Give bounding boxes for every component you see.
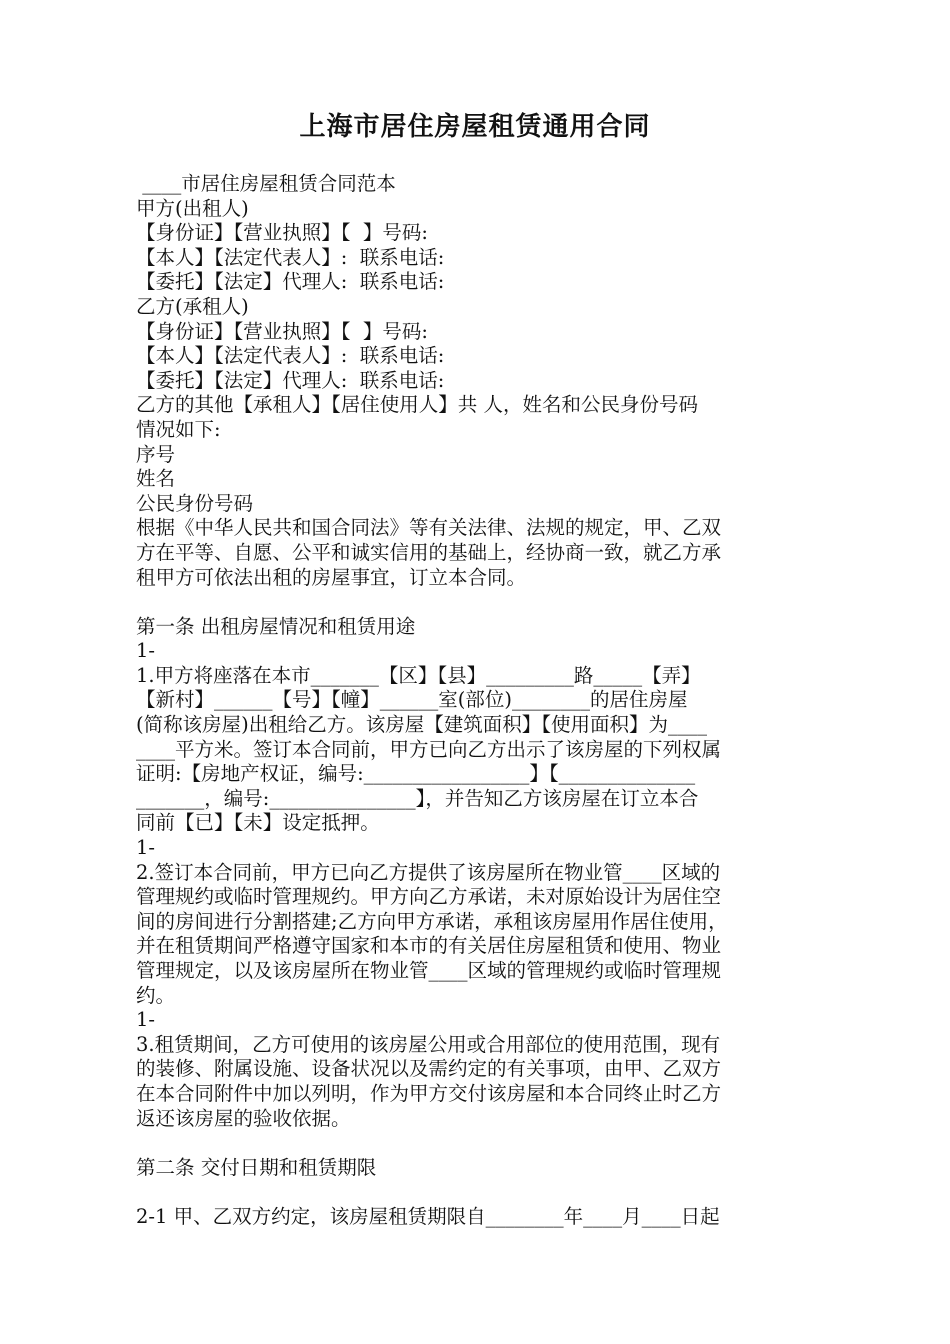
text-line: 在本合同附件中加以列明，作为甲方交付该房屋和本合同终止时乙方 [136,1081,722,1105]
text-line: 甲方(出租人) [136,196,249,220]
text-line: 序号 [136,442,176,466]
text-line: 乙方的其他【承租人】【居住使用人】共 人，姓名和公民身份号码 [136,393,698,417]
text-line: 1- [136,639,155,663]
text-line: 【本人】【法定代表人】: 联系电话: [136,344,445,368]
text-line: 同前【已】【未】设定抵押。 [136,811,380,835]
document-title: 上海市居住房屋租赁通用合同 [299,112,651,142]
text-line: 的装修、附属设施、设备状况以及需约定的有关事项，由甲、乙双方 [136,1057,722,1081]
text-line: 【委托】【法定】代理人: 联系电话: [136,270,445,294]
text-line: 【本人】【法定代表人】: 联系电话: [136,245,445,269]
text-line: 第一条 出租房屋情况和租赁用途 [136,614,416,638]
text-line: 第二条 交付日期和租赁期限 [136,1155,377,1179]
text-line: 【新村】______【号】【幢】______室(部位)________的居住房屋 [136,688,688,712]
text-line: 2-1 甲、乙双方约定，该房屋租赁期限自________年____月____日起 [136,1204,720,1228]
text-line: ____平方米。签订本合同前，甲方已向乙方出示了该房屋的下列权属 [136,737,722,761]
text-line: 管理规定，以及该房屋所在物业管____区域的管理规约或临时管理规 [136,959,722,982]
document-body [136,172,826,1230]
text-line: 2.签订本合同前，甲方已向乙方提供了该房屋所在物业管____区域的 [136,860,721,884]
text-line: 【身份证】【营业执照】【 】号码: [136,319,428,343]
blank-line [136,1180,826,1205]
blank-line [136,1131,826,1156]
text-line: 3.租赁期间，乙方可使用的该房屋公用或合用部位的使用范围，现有 [136,1032,721,1056]
text-line: 方在平等、自愿、公平和诚实信用的基础上，经协商一致，就乙方承 [136,540,722,564]
text-line: 乙方(承租人) [136,294,249,318]
text-line: 1- [136,836,155,860]
text-line: 【委托】【法定】代理人: 联系电话: [136,368,445,392]
blank-line [136,590,826,615]
text-line: 1- [136,1008,155,1032]
text-line: 姓名 [136,467,176,491]
text-line: 情况如下: [136,417,221,441]
text-line: 根据《中华人民共和国合同法》等有关法律、法规的规定，甲、乙双 [136,516,722,540]
text-line: _______，编号:_______________】，并告知乙方该房屋在订立本合 [136,786,699,810]
text-line: 【身份证】【营业执照】【 】号码: [136,221,428,245]
text-line: 并在租赁期间严格遵守国家和本市的有关居住房屋租赁和使用、物业 [136,934,722,958]
text-line: (简称该房屋)出租给乙方。该房屋【建筑面积】【使用面积】为____ [136,713,707,737]
text-line: 间的房间进行分割搭建;乙方向甲方承诺，承租该房屋用作居住使用， [136,909,728,933]
text-line: ____市居住房屋租赁合同范本 [136,172,396,195]
text-line: 返还该房屋的验收依据。 [136,1106,351,1130]
text-line: 管理规约或临时管理规约。甲方向乙方承诺，未对原始设计为居住空 [136,885,722,909]
text-line: 公民身份号码 [136,491,254,515]
text-line: 约。 [136,983,176,1007]
text-line: 证明:【房地产权证，编号:_________________】【______________ [136,762,696,786]
text-line: 租甲方可依法出租的房屋事宜，订立本合同。 [136,565,527,589]
text-line: 1.甲方将座落在本市_______【区】【县】_________路_____【弄】 [136,663,701,687]
